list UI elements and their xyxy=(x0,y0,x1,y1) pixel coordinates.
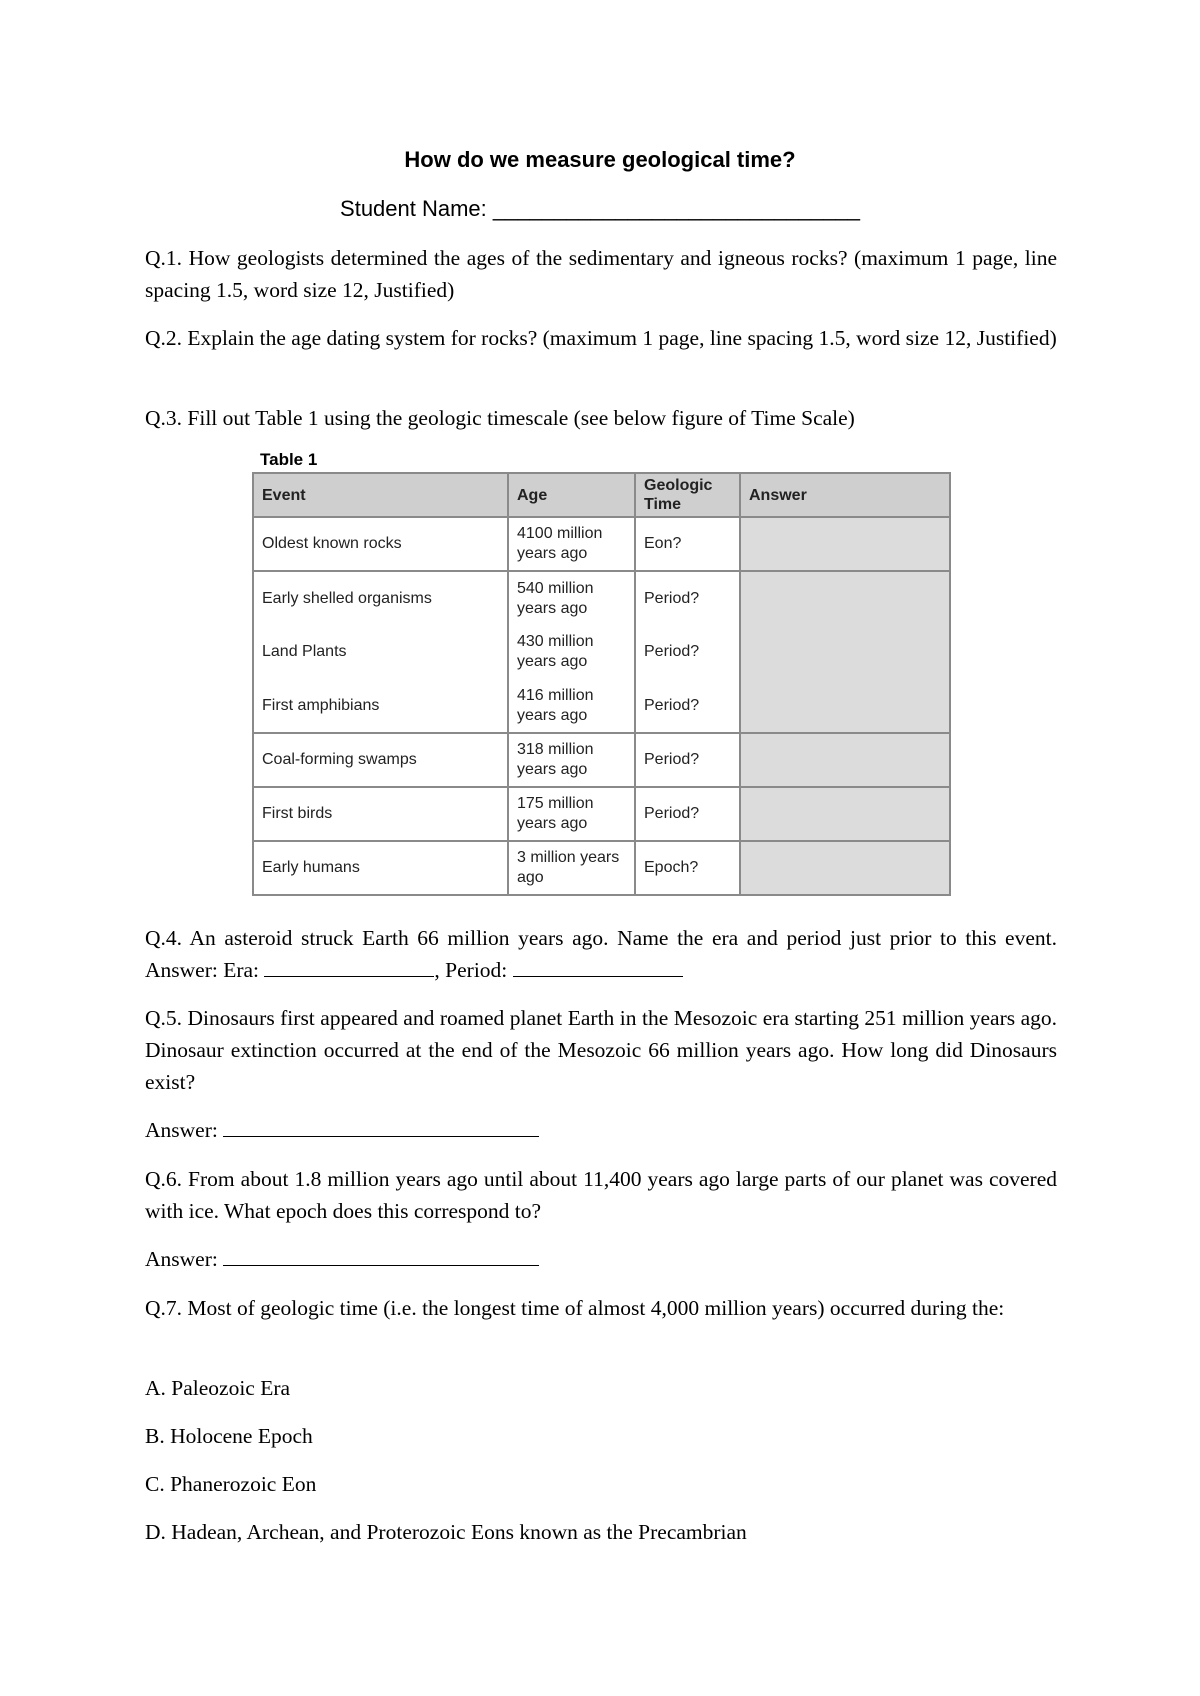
geologic-time-cell: Period? xyxy=(635,625,740,679)
option-c: C. Phanerozoic Eon xyxy=(145,1472,317,1496)
age-cell: 430 million years ago xyxy=(508,625,635,679)
question-5: Q.5. Dinosaurs first appeared and roamed planet Earth in the Mesozoic era starting 251 million years ago. Dinosaur extinction occurred at the end of the Mesozoic 66 million years ago. How long did Dinosaurs exist? xyxy=(145,1006,1057,1094)
event-cell: Early humans xyxy=(253,841,508,895)
option-a: A. Paleozoic Era xyxy=(145,1376,291,1400)
answer-blank[interactable] xyxy=(223,1245,539,1266)
student-name-line: Student Name: ______________________________ xyxy=(340,196,860,221)
table-row xyxy=(253,733,950,787)
answer-label: Answer: xyxy=(145,1118,218,1142)
answer-cell[interactable] xyxy=(740,571,950,625)
option-d: D. Hadean, Archean, and Proterozoic Eons known as the Precambrian xyxy=(145,1520,747,1544)
question-4 xyxy=(145,922,1057,986)
table-row xyxy=(253,625,950,679)
geologic-time-cell: Period? xyxy=(635,571,740,625)
age-cell: 416 million years ago xyxy=(508,679,635,733)
page-title: How do we measure geological time? xyxy=(404,147,796,172)
geologic-time-cell: Period? xyxy=(635,787,740,841)
event-cell: Early shelled organisms xyxy=(253,571,508,625)
age-cell: 540 million years ago xyxy=(508,571,635,625)
table-row xyxy=(253,571,950,625)
question-3: Q.3. Fill out Table 1 using the geologic timescale (see below figure of Time Scale) xyxy=(145,406,855,430)
geologic-time-cell: Epoch? xyxy=(635,841,740,895)
header-geologic-time: Geologic Time xyxy=(635,473,740,517)
age-cell: 318 million years ago xyxy=(508,733,635,787)
question-1: Q.1. How geologists determined the ages of the sedimentary and igneous rocks? (maximum 1 page, line spacing 1.5, word size 12, Justified) xyxy=(145,246,1057,302)
table-header-row xyxy=(253,473,950,517)
age-cell: 4100 million years ago xyxy=(508,517,635,571)
geologic-time-cell: Eon? xyxy=(635,517,740,571)
option-b: B. Holocene Epoch xyxy=(145,1424,313,1448)
question-5-answer xyxy=(145,1114,1057,1146)
question-2: Q.2. Explain the age dating system for rocks? (maximum 1 page, line spacing 1.5, word size 12, Justified) xyxy=(145,326,1057,350)
era-answer-blank[interactable] xyxy=(264,956,434,977)
geologic-time-cell: Period? xyxy=(635,679,740,733)
answer-cell[interactable] xyxy=(740,787,950,841)
question-6-answer xyxy=(145,1243,1057,1275)
event-cell: Coal-forming swamps xyxy=(253,733,508,787)
answer-cell[interactable] xyxy=(740,679,950,733)
header-age: Age xyxy=(508,473,635,517)
answer-cell[interactable] xyxy=(740,625,950,679)
answer-cell[interactable] xyxy=(740,517,950,571)
answer-cell[interactable] xyxy=(740,841,950,895)
table-row xyxy=(253,679,950,733)
question-6: Q.6. From about 1.8 million years ago until about 11,400 years ago large parts of our planet was covered with ice. What epoch does this correspond to? xyxy=(145,1167,1057,1223)
table-caption: Table 1 xyxy=(260,450,318,469)
question-4-text: Q.4. An asteroid struck Earth 66 million years ago. Name the era and period just prior to this event. Answer: Era: xyxy=(145,926,1057,982)
geologic-time-table xyxy=(252,472,951,896)
event-cell: Oldest known rocks xyxy=(253,517,508,571)
header-event: Event xyxy=(253,473,508,517)
age-cell: 175 million years ago xyxy=(508,787,635,841)
header-answer: Answer xyxy=(740,473,950,517)
event-cell: First amphibians xyxy=(253,679,508,733)
period-answer-blank[interactable] xyxy=(513,956,683,977)
answer-blank[interactable] xyxy=(223,1116,539,1137)
event-cell: First birds xyxy=(253,787,508,841)
table-row xyxy=(253,787,950,841)
geologic-time-cell: Period? xyxy=(635,733,740,787)
age-cell: 3 million years ago xyxy=(508,841,635,895)
period-label: , Period: xyxy=(434,958,508,982)
event-cell: Land Plants xyxy=(253,625,508,679)
table-row xyxy=(253,517,950,571)
answer-label: Answer: xyxy=(145,1247,218,1271)
question-7: Q.7. Most of geologic time (i.e. the longest time of almost 4,000 million years) occurred during the: xyxy=(145,1296,1005,1320)
table-row xyxy=(253,841,950,895)
answer-cell[interactable] xyxy=(740,733,950,787)
